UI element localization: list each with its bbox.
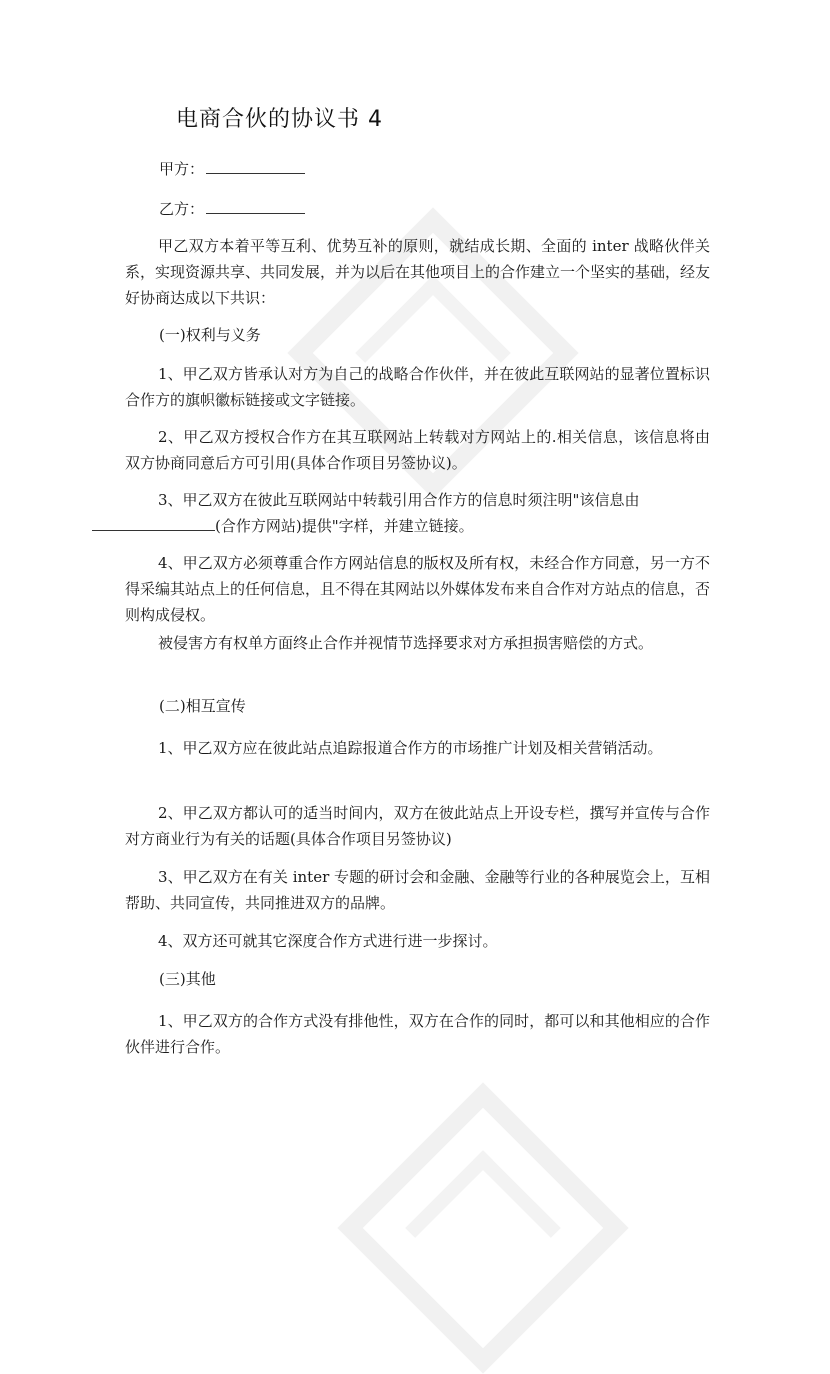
party-a-label: 甲方： [159,160,205,178]
clause-2-1: 1、甲乙双方应在彼此站点追踪报道合作方的市场推广计划及相关营销活动。 [158,739,663,757]
intro-paragraph: 甲乙双方本着平等互利、优势互补的原则，就结成长期、全面的 inter 战略伙伴关系，实现资源共享、共同发展，并为以后在其他项目上的合作建立一个坚实的基础，经友好协商达成以下共识： [125,237,711,307]
section-heading-other: (三)其他 [159,970,216,988]
document-title: 电商合伙的协议书 4 [176,107,383,132]
clause-2-2: 2、甲乙双方都认可的适当时间内，双方在彼此站点上开设专栏，撰写并宣传与合作对方商业行为有关的话题(具体合作项目另签协议) [125,804,710,848]
clause-1-2: 2、甲乙双方授权合作方在其互联网站上转载对方网站上的.相关信息，该信息将由双方协商同意后方可引用(具体合作项目另签协议)。 [125,428,710,472]
clause-1-3 [125,487,710,539]
clause-1-4: 4、甲乙双方必须尊重合作方网站信息的版权及所有权，未经合作方同意，另一方不得采编其站点上的任何信息，且不得在其网站以外媒体发布来自合作对方站点的信息，否则构成侵权。 [125,554,711,624]
party-a-blank [206,159,305,174]
party-b-blank [206,199,305,214]
section-heading-rights: (一)权利与义务 [159,326,261,344]
clause-1-3-text-b: (合作方网站)提供"字样，并建立链接。 [215,517,474,535]
clause-1-remedy: 被侵害方有权单方面终止合作并视情节选择要求对方承担损害赔偿的方式。 [158,634,654,652]
clause-1-3-text-a: 3、甲乙双方在彼此互联网站中转载引用合作方的信息时须注明"该信息由 [158,491,640,509]
clause-1-1: 1、甲乙双方皆承认对方为自己的战略合作伙伴，并在彼此互联网站的显著位置标识合作方的旗帜徽标链接或文字链接。 [125,365,710,409]
clause-3-1: 1、甲乙双方的合作方式没有排他性，双方在合作的同时，都可以和其他相应的合作伙伴进行合作。 [125,1012,710,1056]
section-heading-promotion: (二)相互宣传 [159,697,246,715]
party-b-field [159,198,305,219]
website-blank [92,516,215,531]
clause-2-3: 3、甲乙双方在有关 inter 专题的研讨会和金融、金融等行业的各种展览会上，互相帮助、共同宣传，共同推进双方的品牌。 [125,868,710,912]
party-a-field [159,158,305,179]
clause-2-4: 4、双方还可就其它深度合作方式进行进一步探讨。 [158,932,498,950]
party-b-label: 乙方： [159,200,205,218]
